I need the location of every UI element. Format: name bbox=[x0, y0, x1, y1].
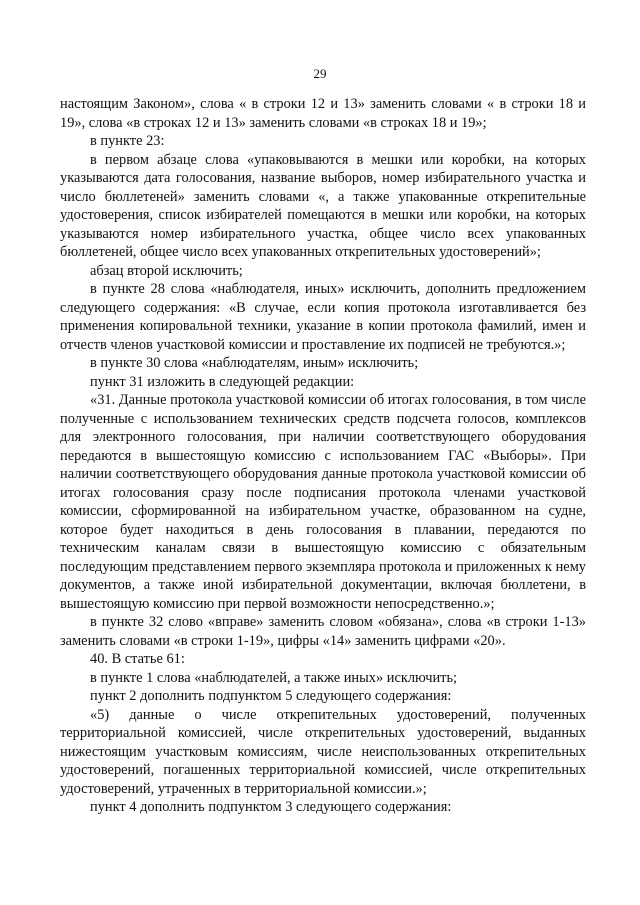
paragraph: настоящим Законом», слова « в строки 12 и 13» заменить словами « в строки 18 и 19», слова «в строках 12 и 13» заменить словами «в строках 18 и 19»; bbox=[60, 96, 586, 131]
paragraph: в первом абзаце слова «упаковываются в мешки или коробки, на которых указываются дата голосования, название выборов, номер избирательного участка и число бюллетеней» заменить словами «, а также упакованные открепительные удостоверения, список избирателей помещаются в мешки или коробки, на которых указываются номер избирательного участка, общее число всех упакованных бюллетеней, общее число всех упакованных открепительных удостоверений»; bbox=[60, 151, 586, 260]
document-body bbox=[60, 95, 586, 817]
paragraph: пункт 4 дополнить подпунктом 3 следующего содержания: bbox=[90, 799, 452, 815]
paragraph: 40. В статье 61: bbox=[90, 651, 185, 667]
paragraph: в пункте 1 слова «наблюдателей, а также иных» исключить; bbox=[90, 669, 458, 686]
page-number: 29 bbox=[313, 66, 327, 81]
paragraph: «5) данные о числе открепительных удостоверений, полученных территориальной комиссией, числе открепительных удостоверений, выданных нижестоящим участковым комиссиям, числе неиспользованных открепительных удостоверений, погашенных территориальной комиссией, числе открепительных удостоверений, утраченных в территориальной комиссии.»; bbox=[60, 706, 586, 797]
paragraph: в пункте 23: bbox=[90, 133, 165, 149]
paragraph: «31. Данные протокола участковой комиссии об итогах голосования, в том числе полученные с использованием технических средств подсчета голосов, комплексов для электронного голосования, при наличии соответствующего оборудования передаются в вышестоящую комиссию с использованием ГАС «Выборы». При наличии соответствующего оборудования данные протокола участковой комиссии об итогах голосования сразу после подписания протокола членами участковой комиссии, сформированной на избирательном участке, образованном на судне, которое будет находиться в день голосования в плавании, передаются по техническим каналам связи в вышестоящую комиссию с обязательным последующим представлением первого экземпляра протокола и приложенных к нему документов, а также иной избирательной документации, включая бюллетени, в вышестоящую комиссию при первой возможности непосредственно.»; bbox=[60, 392, 586, 612]
paragraph: в пункте 30 слова «наблюдателям, иным» исключить; bbox=[90, 355, 419, 371]
paragraph: в пункте 32 слово «вправе» заменить словом «обязана», слова «в строки 1-13» заменить словами «в строки 1-19», цифры «14» заменить цифрами «20». bbox=[60, 614, 586, 649]
paragraph: в пункте 28 слова «наблюдателя, иных» исключить, дополнить предложением следующего содержания: «В случае, если копия протокола изготавливается без применения копировальной техники, указание в копии протокола фамилий, имен и отчеств членов участковой комиссии и проставление их подписей не требуются.»; bbox=[60, 281, 586, 353]
paragraph: пункт 2 дополнить подпунктом 5 следующего содержания: bbox=[90, 688, 452, 704]
paragraph: абзац второй исключить; bbox=[90, 262, 243, 279]
paragraph: пункт 31 изложить в следующей редакции: bbox=[90, 373, 355, 390]
